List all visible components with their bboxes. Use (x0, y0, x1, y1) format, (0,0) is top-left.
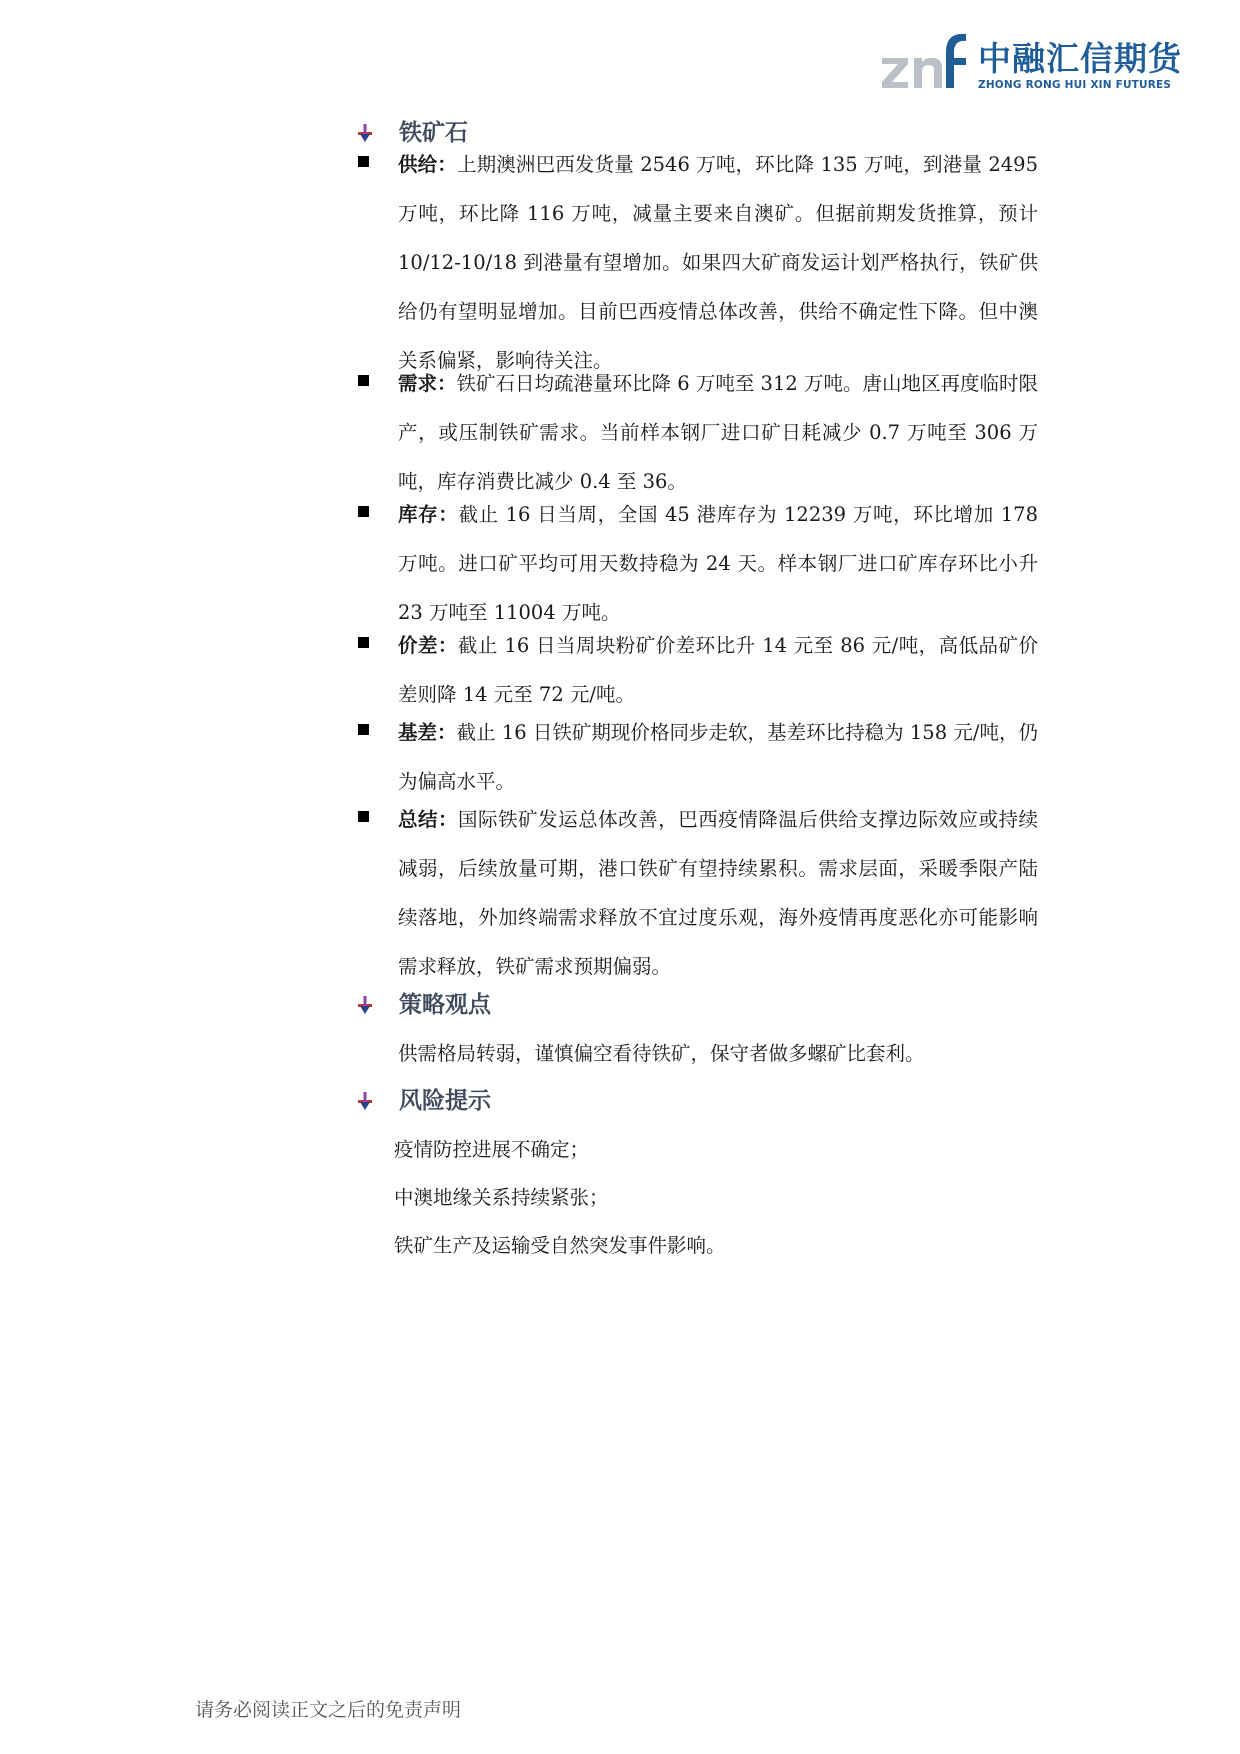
item-label: 供给： (398, 153, 457, 176)
strategy-text: 供需格局转弱，谨慎偏空看待铁矿，保守者做多螺矿比套利。 (398, 1042, 925, 1065)
item-text: 截止 16 日当周块粉矿价差环比升 14 元至 86 元/吨，高低品矿价差则降 14 元至 72 元/吨。 (398, 634, 1038, 706)
list-item-supply (358, 140, 1038, 385)
square-bullet-icon (358, 637, 369, 648)
item-text: 上期澳洲巴西发货量 2546 万吨，环比降 135 万吨，到港量 2495 万吨，环比降 116 万吨，减量主要来自澳矿。但据前期发货推算，预计 10/12-10/18 到港量有望增加。如果四大矿商发运计划严格执行，铁矿供给仍有望明显增加。目前巴西疫情总体改善，供给不确定性下降。但中澳关系偏紧，影响待关注。 (398, 153, 1038, 372)
section-title: 策略观点 (399, 992, 491, 1018)
list-item-spread (358, 621, 1038, 719)
section-heading-risk (355, 1081, 1075, 1121)
item-text: 截止 16 日当周，全国 45 港库存为 12239 万吨，环比增加 178 万吨。进口矿平均可用天数持稳为 24 天。样本钢厂进口矿库存环比小升 23 万吨至 11004 万吨。 (398, 503, 1038, 624)
item-text: 国际铁矿发运总体改善，巴西疫情降温后供给支撑边际效应或持续减弱，后续放量可期，港口铁矿有望持续累积。需求层面，采暖季限产陆续落地，外加终端需求释放不宜过度乐观，海外疫情再度恶化亦可能影响需求释放，铁矿需求预期偏弱。 (398, 808, 1038, 978)
list-item-demand (358, 359, 1038, 506)
item-label: 基差： (398, 721, 457, 744)
item-label: 库存： (398, 503, 459, 526)
list-item-basis (358, 708, 1038, 806)
square-bullet-icon (358, 156, 369, 167)
square-bullet-icon (358, 724, 369, 735)
item-label: 价差： (398, 634, 458, 657)
item-text: 铁矿石日均疏港量环比降 6 万吨至 312 万吨。唐山地区再度临时限产，或压制铁矿需求。当前样本钢厂进口矿日耗减少 0.7 万吨至 306 万吨，库存消费比减少 0.4 至 36。 (398, 372, 1038, 493)
list-item-summary (358, 795, 1038, 991)
square-bullet-icon (358, 811, 369, 822)
risk-line: 中澳地缘关系持续紧张； (394, 1186, 609, 1209)
section-title: 铁矿石 (399, 120, 468, 146)
list-item-inventory (358, 490, 1038, 637)
item-label: 需求： (398, 372, 457, 395)
logo-english-name: ZHONG RONG HUI XIN FUTURES (978, 79, 1172, 91)
logo-chinese-name: 中融汇信期货 (978, 39, 1182, 78)
square-bullet-icon (358, 506, 369, 517)
znf-logo-mark-icon (878, 28, 970, 94)
item-text: 截止 16 日铁矿期现价格同步走软，基差环比持稳为 158 元/吨，仍为偏高水平。 (398, 721, 1038, 793)
section-arrow-icon (355, 1091, 375, 1111)
risk-line: 铁矿生产及运输受自然突发事件影响。 (394, 1234, 726, 1257)
square-bullet-icon (358, 375, 369, 386)
footer-disclaimer: 请务必阅读正文之后的免责声明 (195, 1699, 462, 1721)
section-heading-strategy (355, 985, 1075, 1025)
risk-line: 疫情防控进展不确定； (394, 1138, 590, 1161)
company-logo (878, 28, 1182, 94)
item-label: 总结： (398, 808, 459, 831)
section-title: 风险提示 (399, 1088, 491, 1114)
section-arrow-icon (355, 995, 375, 1015)
